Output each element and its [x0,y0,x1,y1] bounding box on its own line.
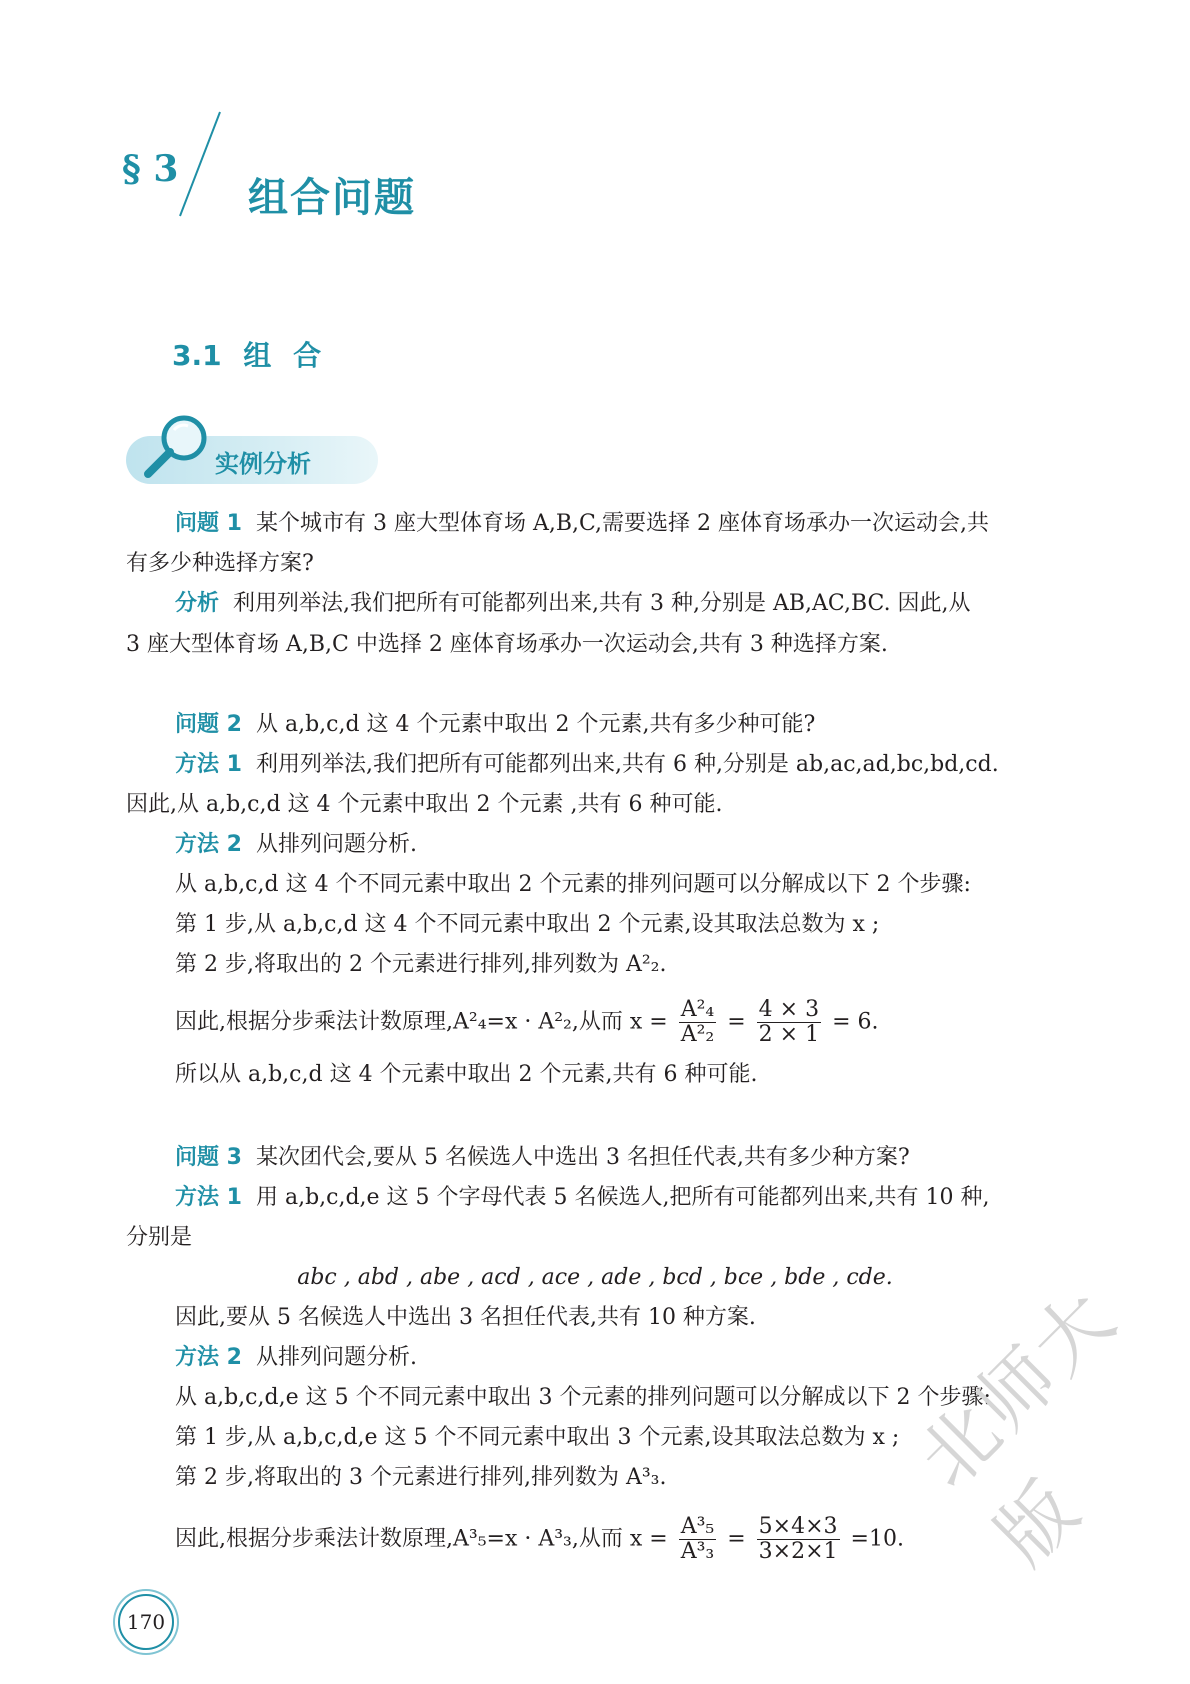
problem-1-label: 问题 1 [175,511,242,536]
p3-method-1-conclusion: 因此,要从 5 名候选人中选出 3 名担任代表,共有 10 种方案. [175,1305,756,1330]
p2-fraction-2-den: 2 × 1 [758,1022,820,1047]
p2-method-1-conclusion: 因此,从 a,b,c,d 这 4 个元素中取出 2 个元素 ,共有 6 种可能. [126,792,723,817]
p2-method-1-label: 方法 1 [175,752,242,777]
p2-method-2-text: 从排列问题分析. [255,832,417,857]
p3-method-2-label: 方法 2 [175,1345,242,1370]
problem-3-label: 问题 3 [175,1145,242,1170]
p2-formula-result: = 6. [832,1009,879,1035]
p3-method-1-label: 方法 1 [175,1185,242,1210]
p2-fraction-2-num: 4 × 3 [758,997,820,1022]
problem-1-line-2: 有多少种选择方案? [126,551,314,576]
p3-method-2-text: 从排列问题分析. [255,1345,417,1370]
p2-formula-prefix: 因此,根据分步乘法计数原理,A²₄=x · A²₂,从而 x = [175,1009,668,1035]
p3-fraction-1-num: A³₅ [680,1514,715,1539]
section-number: § 3 [122,148,179,190]
p2-method-1-line [175,750,999,780]
analysis-line [175,589,971,619]
p3-fraction-1 [679,1515,717,1564]
p2-method-2-label: 方法 2 [175,832,242,857]
p2-step-1: 第 1 步,从 a,b,c,d 这 4 个不同元素中取出 2 个元素,设其取法总数为 x ; [175,912,880,937]
p3-step-2: 第 2 步,将取出的 3 个元素进行排列,排列数为 A³₃. [175,1465,667,1490]
p2-equals: = [727,1009,746,1035]
publisher-watermark: 北师大版 [901,1271,1134,1582]
p3-formula-line [175,1515,904,1564]
p2-fraction-1-num: A²₄ [680,997,715,1022]
title-slash-divider [176,110,226,220]
p3-fraction-2-den: 3×2×1 [758,1539,838,1564]
problem-3-line [175,1143,910,1173]
p3-step-1: 第 1 步,从 a,b,c,d,e 这 5 个不同元素中取出 3 个元素,设其取法总数为 x ; [175,1425,900,1450]
p3-equals: = [727,1526,746,1552]
p2-method-2-line [175,830,417,860]
p3-fraction-1-den: A³₃ [680,1539,715,1564]
p3-combination-list: abc , abd , abe , acd , ace , ade , bcd , bce , bde , cde. [297,1265,893,1290]
section-title: 组合问题 [248,175,416,221]
p2-fraction-2 [757,998,821,1047]
p2-step-2: 第 2 步,将取出的 2 个元素进行排列,排列数为 A²₂. [175,952,667,977]
problem-2-label: 问题 2 [175,712,242,737]
analysis-text: 利用列举法,我们把所有可能都列出来,共有 3 种,分别是 AB,AC,BC. 因此,从 [233,591,971,616]
p3-formula-prefix: 因此,根据分步乘法计数原理,A³₅=x · A³₃,从而 x = [175,1526,668,1552]
p3-method-1-line [175,1183,989,1213]
p2-formula-line [175,998,879,1047]
magnifier-icon [138,412,218,482]
page-number: 170 [118,1594,174,1650]
p3-fraction-2-num: 5×4×3 [758,1514,838,1539]
subsection-title: 3.1 组 合 [172,339,322,372]
p2-method-1-text: 利用列举法,我们把所有可能都列出来,共有 6 种,分别是 ab,ac,ad,bc,bd,cd. [255,752,999,777]
p3-steps-intro: 从 a,b,c,d,e 这 5 个不同元素中取出 3 个元素的排列问题可以分解成以下 2 个步骤: [175,1385,991,1410]
problem-2-line [175,710,815,740]
p2-fraction-1-den: A²₂ [680,1022,715,1047]
p3-fraction-2 [757,1515,840,1564]
problem-1-text: 某个城市有 3 座大型体育场 A,B,C,需要选择 2 座体育场承办一次运动会,共 [255,511,990,536]
p3-formula-result: =10. [850,1526,904,1552]
p3-method-1-text: 用 a,b,c,d,e 这 5 个字母代表 5 名候选人,把所有可能都列出来,共有 10 种, [255,1185,990,1210]
p3-method-2-line [175,1343,417,1373]
p3-method-1-line-2: 分别是 [126,1225,193,1250]
p2-fraction-1 [679,998,717,1047]
banner-label: 实例分析 [215,450,311,478]
problem-3-text: 某次团代会,要从 5 名候选人中选出 3 名担任代表,共有多少种方案? [255,1145,910,1170]
analysis-line-2: 3 座大型体育场 A,B,C 中选择 2 座体育场承办一次运动会,共有 3 种选择方案. [126,632,888,657]
analysis-label: 分析 [175,591,220,616]
p2-conclusion: 所以从 a,b,c,d 这 4 个元素中取出 2 个元素,共有 6 种可能. [175,1062,758,1087]
problem-2-text: 从 a,b,c,d 这 4 个元素中取出 2 个元素,共有多少种可能? [255,712,816,737]
p2-steps-intro: 从 a,b,c,d 这 4 个不同元素中取出 2 个元素的排列问题可以分解成以下 2 个步骤: [175,872,971,897]
problem-1-line [175,509,989,539]
